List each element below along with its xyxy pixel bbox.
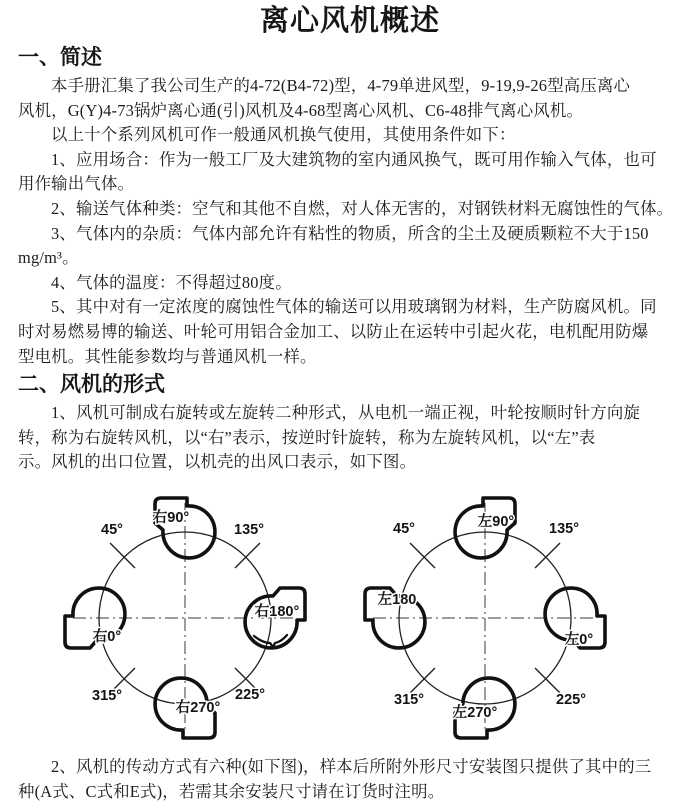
volute-label-right-180: 右180° — [254, 603, 300, 620]
volute-label-left-0: 左0° — [564, 631, 594, 648]
text-line: 1、应用场合：作为一般工厂及大建筑物的室内通风换气，既可用作输入气体，也可 — [51, 149, 657, 169]
text-line: 4、气体的温度：不得超过80度。 — [51, 272, 292, 292]
volute-label-left-180: 左180 — [377, 591, 417, 608]
angle-label-315: 315° — [92, 687, 122, 704]
text-line: 2、输送气体种类：空气和其他不自燃，对人体无害的，对钢铁材料无腐蚀性的气体。 — [51, 198, 674, 218]
text-line: 示。风机的出口位置，以机壳的出风口表示，如下图。 — [18, 452, 417, 472]
section-2-heading: 二、风机的形式 — [18, 373, 165, 397]
volute-label-left-270: 左270° — [452, 704, 498, 721]
fan-outlet-position-diagrams — [18, 479, 682, 755]
angle-label-225: 225° — [235, 686, 265, 703]
volute-label-right-0: 右0° — [92, 628, 122, 645]
text-line: 转，称为右旋转风机，以“右”表示，按逆时针旋转，称为左旋转风机，以“左”表 — [18, 427, 596, 447]
text-line: 用作输出气体。 — [18, 174, 135, 194]
angle-label-135: 135° — [234, 521, 264, 538]
volute-label-right-270: 右270° — [175, 699, 221, 716]
angle-label-135: 135° — [549, 520, 579, 537]
angle-label-315: 315° — [394, 691, 424, 708]
text-line: 以上十个系列风机可作一般通风机换气使用，其使用条件如下： — [51, 125, 516, 145]
angle-label-45: 45° — [101, 521, 123, 538]
left-rotation-diagram — [330, 483, 640, 753]
text-line: 1、风机可制成右旋转或左旋转二种形式，从电机一端正视，叶轮按顺时针方向旋 — [51, 403, 641, 423]
volute-label-left-90: 左90° — [477, 513, 515, 530]
right-rotation-diagram — [30, 483, 340, 753]
angle-tick-135 — [535, 543, 560, 568]
text-line: 风机，G(Y)4-73锅炉离心通(引)风机及4-68型离心风机、C6-48排气离心风机。 — [18, 100, 584, 120]
text-line: 种(A式、C式和E式)，若需其余安装尺寸请在订货时注明。 — [18, 781, 445, 801]
section-1-heading: 一、简述 — [18, 46, 102, 69]
angle-tick-225 — [535, 668, 560, 693]
angle-tick-45 — [410, 543, 435, 568]
angle-tick-135 — [235, 543, 260, 568]
text-line: 3、气体内的杂质：气体内部允许有粘性的物质，所含的尘土及硬质颗粒不大于150 — [51, 223, 649, 243]
text-line: 本手册汇集了我公司生产的4-72(B4-72)型，4-79单进风型，9-19,9-26型高压离心 — [51, 76, 631, 95]
volute-label-right-90: 右90° — [152, 509, 190, 526]
text-line: 2、风机的传动方式有六种(如下图)，样本后所附外形尺寸安装图只提供了其中的三 — [51, 756, 652, 776]
text-line: 5、其中对有一定浓度的腐蚀性气体的输送可以用玻璃钢为材料，生产防腐风机。同 — [51, 297, 657, 317]
text-line: mg/m³。 — [18, 248, 79, 268]
angle-label-45: 45° — [393, 520, 415, 537]
angle-label-225: 225° — [556, 691, 586, 708]
angle-tick-315 — [410, 668, 435, 693]
page-title: 离心风机概述 — [259, 5, 440, 37]
angle-tick-45 — [110, 543, 135, 568]
text-line: 时对易燃易博的输送、叶轮可用铝合金加工、以防止在运转中引起火花，电机配用防爆 — [18, 321, 649, 341]
text-line: 型电机。其性能参数均与普通风机一样。 — [18, 346, 317, 366]
